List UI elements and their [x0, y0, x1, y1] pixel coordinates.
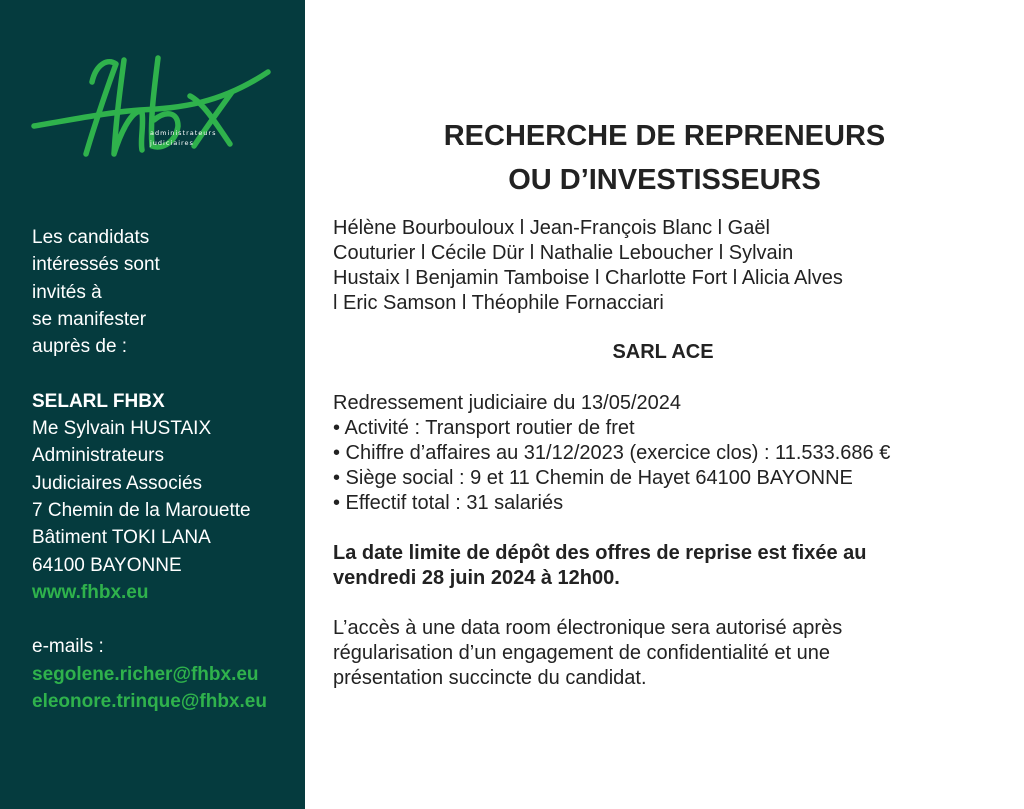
deadline-line: vendredi 28 juin 2024 à 12h00.	[333, 567, 620, 589]
dataroom-line: L’accès à une data room électronique sera autorisé après	[333, 617, 843, 639]
detail-line: • Effectif total : 31 salariés	[333, 492, 564, 514]
logo-subtitle-line-1: administrateurs	[150, 129, 217, 137]
address-line: Administrateurs	[32, 445, 164, 467]
firm-name: SELARL FHBX	[32, 390, 165, 412]
spacer	[333, 516, 1003, 541]
deadline-line: La date limite de dépôt des offres de reprise est fixée au	[333, 542, 867, 564]
sidebar	[0, 0, 305, 809]
dataroom-line: présentation succincte du candidat.	[333, 667, 647, 689]
address-line: Judiciaires Associés	[32, 472, 203, 494]
page-title	[305, 114, 1024, 202]
names-line: Hélène Bourbouloux l Jean-François Blanc l Gaël	[333, 217, 770, 239]
intro-line: invités à	[32, 281, 102, 303]
company-name: SARL ACE	[612, 341, 714, 363]
main-content	[305, 0, 1024, 809]
contact-block	[32, 224, 292, 715]
spacer	[333, 591, 1003, 616]
website-link[interactable]: www.fhbx.eu	[32, 581, 149, 603]
intro-line: auprès de :	[32, 336, 128, 358]
names-line: Hustaix l Benjamin Tamboise l Charlotte Fort l Alicia Alves	[333, 267, 843, 289]
logo-subtitle-line-2: judiciaires	[150, 139, 194, 147]
address-line: 7 Chemin de la Marouette	[32, 499, 251, 521]
email-link[interactable]: segolene.richer@fhbx.eu	[32, 663, 259, 685]
detail-line: • Chiffre d’affaires au 31/12/2023 (exercice clos) : 11.533.686 €	[333, 442, 891, 464]
names-line: Couturier l Cécile Dür l Nathalie Leboucher l Sylvain	[333, 242, 794, 264]
intro-line: Les candidats	[32, 227, 150, 248]
spacer	[32, 606, 292, 633]
names-line: l Eric Samson l Théophile Fornacciari	[333, 292, 664, 314]
title-line: RECHERCHE DE REPRENEURS	[443, 120, 886, 152]
detail-line: • Activité : Transport routier de fret	[333, 417, 635, 439]
title-line: OU D’INVESTISSEURS	[508, 164, 821, 196]
address-line: Bâtiment TOKI LANA	[32, 527, 211, 549]
detail-line: Redressement judiciaire du 13/05/2024	[333, 392, 681, 414]
address-line: Me Sylvain HUSTAIX	[32, 418, 212, 440]
dataroom-line: régularisation d’un engagement de confidentialité et une	[333, 642, 831, 664]
spacer	[32, 360, 292, 387]
announcement-body	[333, 216, 1003, 691]
intro-line: se manifester	[32, 308, 147, 330]
emails-label: e-mails :	[32, 636, 104, 658]
intro-line: intéressés sont	[32, 254, 160, 276]
fhbx-logo	[30, 50, 280, 165]
email-link[interactable]: eleonore.trinque@fhbx.eu	[32, 691, 267, 713]
address-line: 64100 BAYONNE	[32, 554, 182, 576]
detail-line: • Siège social : 9 et 11 Chemin de Hayet 64100 BAYONNE	[333, 467, 853, 489]
